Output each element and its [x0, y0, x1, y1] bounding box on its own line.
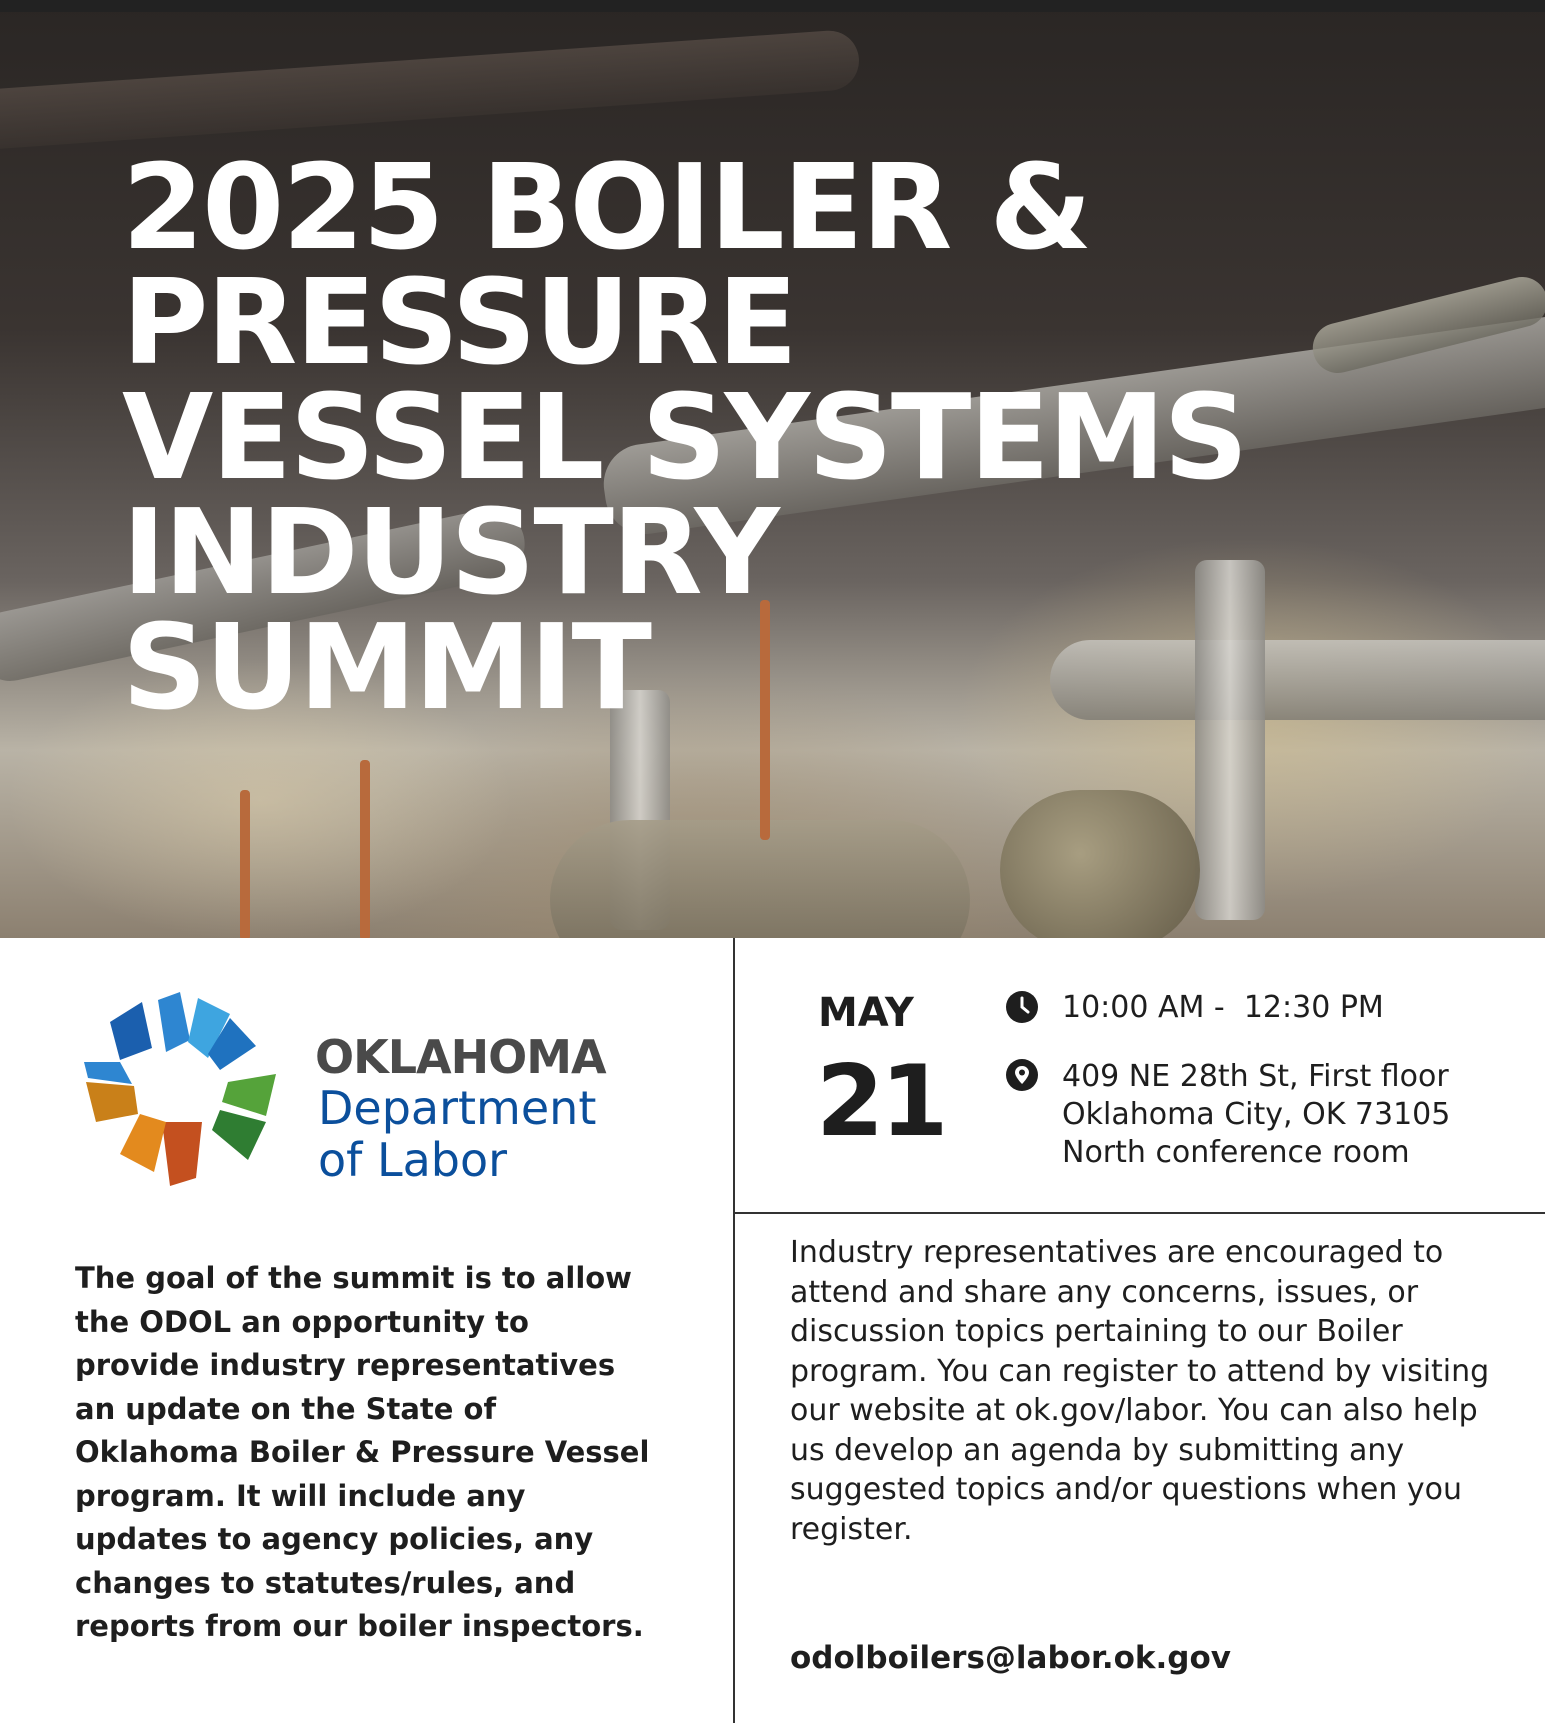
- pipe-decor: [360, 760, 370, 938]
- logo-petal-amber: [86, 1082, 138, 1122]
- address-line-1: 409 NE 28th St, First floor: [1062, 1059, 1449, 1094]
- event-month: MAY: [818, 990, 914, 1036]
- logo-petal-blue-left: [84, 1062, 132, 1084]
- org-department: Department of Labor: [318, 1081, 597, 1187]
- vertical-divider: [733, 938, 735, 1723]
- odol-star-logo: [80, 990, 280, 1190]
- logo-petal-green: [222, 1074, 276, 1116]
- map-pin-icon: [1005, 1058, 1039, 1092]
- goal-paragraph: The goal of the summit is to allow the ODOL an opportunity to provide industry representatives an update on the State of Oklahoma Boiler & Pressure Vessel program. It will include any updates to agency policies, any changes to statutes/rules, and reports from our boiler inspectors.: [75, 1261, 650, 1643]
- event-title: 2025 BOILER & PRESSURE VESSEL SYSTEMS INDUSTRY SUMMIT: [122, 138, 1247, 736]
- logo-petal-orange: [120, 1114, 166, 1172]
- contact-email[interactable]: odolboilers@labor.ok.gov: [790, 1640, 1231, 1676]
- clock-icon: [1005, 990, 1039, 1024]
- event-day: 21: [816, 1045, 945, 1159]
- address-line-3: North conference room: [1062, 1135, 1410, 1170]
- logo-petal-green-dark: [212, 1110, 266, 1160]
- event-address: [1062, 1058, 1450, 1172]
- details-paragraph: Industry representatives are encouraged to attend and share any concerns, issues, or discussion topics pertaining to our Boiler program. You can register to attend by visiting our website at ok.gov/labor. You can also help us develop an agenda by submitting any suggested topics and/or questions when you register.: [790, 1235, 1490, 1547]
- logo-petal-blue-mid: [158, 992, 190, 1052]
- top-bar: [0, 0, 1545, 12]
- logo-petal-blue-dark: [110, 1002, 152, 1060]
- address-line-2: Oklahoma City, OK 73105: [1062, 1097, 1451, 1132]
- horizontal-divider: [733, 1212, 1545, 1214]
- logo-petal-orange-dark: [162, 1122, 202, 1186]
- pipe-decor: [0, 29, 861, 152]
- org-name: OKLAHOMA: [315, 1030, 606, 1084]
- pipe-decor: [240, 790, 250, 938]
- boiler-burner: [1000, 790, 1200, 938]
- event-time: 10:00 AM - 12:30 PM: [1062, 990, 1384, 1025]
